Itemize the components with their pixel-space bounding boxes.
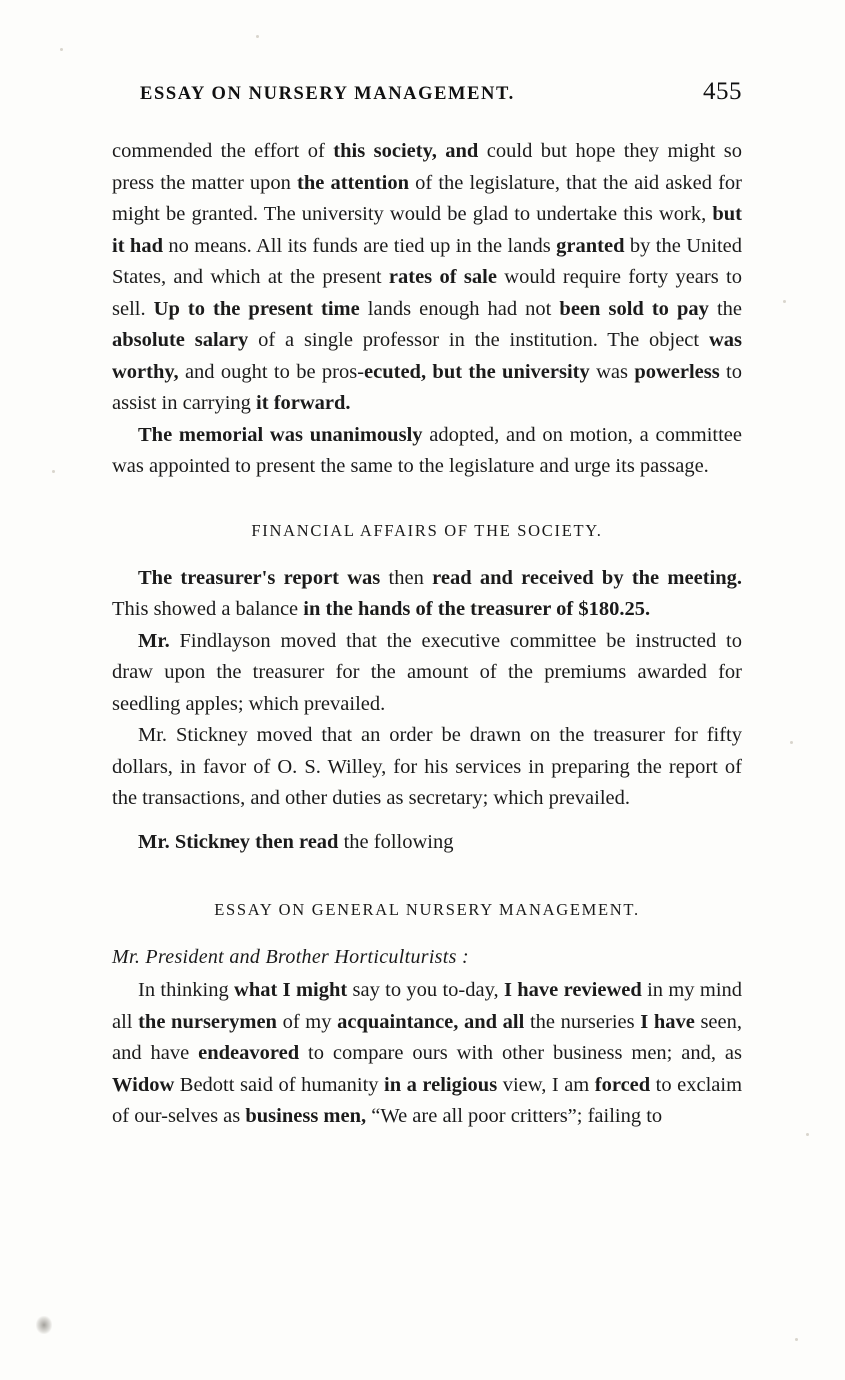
- text-run: committee was appointed to present the same to the legislature and urge its passage.: [112, 423, 742, 477]
- text-run-bold: it forward.: [256, 392, 351, 414]
- text-run: Bedott said of humanity: [174, 1073, 385, 1096]
- text-run-bold: endeavored: [198, 1042, 300, 1064]
- text-run: the: [708, 297, 743, 320]
- paragraph-essay-opening: [112, 975, 742, 1133]
- text-run: could but hope they might so press the matter upon: [112, 140, 743, 194]
- paper-speck: [795, 1338, 798, 1341]
- text-run: This showed a balance: [112, 598, 304, 620]
- text-run-bold: Mr.: [138, 629, 170, 652]
- text-run: seen, and have: [112, 1010, 742, 1064]
- page-content: [112, 78, 742, 1133]
- text-run-bold: Mr. Stickn̵ey then read: [138, 830, 339, 853]
- text-run-bold: been sold to pay: [559, 297, 709, 320]
- text-run-bold: was worthy,: [112, 329, 742, 383]
- text-run: The university would be glad to undertake this work,: [258, 203, 713, 225]
- text-run: of a single professor in the institution. The object: [248, 329, 709, 351]
- text-run: by the United States, and which at the present: [112, 234, 742, 288]
- text-run: in my mind all: [112, 979, 743, 1033]
- text-run: and ought to be pros-: [178, 360, 365, 383]
- paper-speck: [256, 35, 259, 38]
- text-run-bold: ecuted, but the university: [364, 360, 590, 383]
- paragraph-continued: [112, 136, 742, 420]
- text-run: Findlayson moved that the executive committee be instructed to draw upon the treasurer for the amount of the premiums awarded for seedling apples; which prevailed.: [112, 629, 742, 715]
- text-run: no means. All its funds are tied up in the lands: [162, 234, 557, 257]
- paper-speck: [806, 1133, 809, 1136]
- text-run: view, I am: [497, 1073, 595, 1096]
- text-run: “We are all poor critters”; failing to: [366, 1105, 663, 1127]
- page-number: 455: [703, 78, 742, 105]
- text-run-bold: The treasurer's report was: [138, 566, 381, 589]
- text-run: would require forty years to sell.: [112, 266, 742, 320]
- text-run: say to you to-day,: [347, 979, 504, 1001]
- paper-speck: [783, 300, 786, 303]
- text-run-bold: this society, and: [333, 140, 479, 162]
- text-run-bold: the nurserymen: [138, 1010, 277, 1033]
- text-run-bold: in the hands of the treasurer of $180.25.: [303, 598, 651, 620]
- text-run-bold: powerless: [634, 360, 720, 383]
- text-run-bold: granted: [556, 234, 625, 257]
- paper-speck: [52, 470, 55, 473]
- text-run-bold: I have: [640, 1010, 695, 1033]
- text-run-bold: Up to the present time: [145, 297, 360, 320]
- section-heading-financial: FINANCIAL AFFAIRS OF THE SOCIETY.: [251, 520, 603, 540]
- text-run: the nurseries: [524, 1010, 641, 1033]
- paragraph-memorial: [112, 420, 742, 483]
- paragraph-findlayson: [112, 626, 742, 721]
- text-run-bold: forced: [594, 1073, 651, 1096]
- text-run-bold: Widow: [112, 1073, 175, 1096]
- text-run: commended the effort of: [112, 140, 334, 162]
- text-run: In thinking: [138, 979, 235, 1001]
- text-run-bold: in a religious: [384, 1073, 498, 1096]
- text-run-bold: read and received by the meeting.: [432, 566, 742, 589]
- paper-speck: [790, 741, 793, 744]
- text-run-bold: rates of sale: [388, 266, 497, 288]
- text-run: the following: [338, 830, 454, 853]
- text-run-bold: the attention: [297, 171, 410, 194]
- text-run: to compare ours with other business men; and, as: [299, 1042, 743, 1064]
- text-run: of the legislature, that the aid asked for might be granted.: [112, 171, 742, 225]
- page-header: [112, 78, 742, 106]
- text-run-bold: The memorial was unanimously: [138, 423, 423, 446]
- text-run: of my: [276, 1010, 338, 1033]
- paper-speck: [60, 48, 63, 51]
- page-smudge: [36, 1316, 52, 1334]
- text-run: lands enough had not: [359, 297, 560, 320]
- salutation: Mr. President and Brother Horticulturists :: [112, 946, 469, 968]
- text-run: to exclaim of our-selves as: [112, 1073, 743, 1127]
- text-run-bold: acquaintance, and all: [337, 1010, 525, 1033]
- paragraph-stickney-read: [112, 827, 742, 859]
- text-run-bold: absolute salary: [112, 329, 249, 351]
- text-run: was: [589, 360, 635, 383]
- text-run: then: [380, 566, 433, 589]
- paragraph-stickney-order: Mr. Stickney moved that an order be drawn on the treasurer for fifty dollars, in favor of O. S. Willey, for his services in preparing the report of the transactions, and other duties as secretary; which prevailed.: [112, 724, 742, 809]
- paragraph-treasurer-report: [112, 563, 742, 626]
- section-heading-essay: ESSAY ON GENERAL NURSERY MANAGEMENT.: [214, 900, 640, 919]
- text-run: to assist in carrying: [112, 360, 742, 414]
- text-run-bold: business men,: [245, 1105, 367, 1127]
- text-run-bold: what I might: [234, 979, 348, 1001]
- text-run: adopted, and on motion, a: [422, 423, 656, 446]
- running-head: ESSAY ON NURSERY MANAGEMENT.: [140, 84, 515, 104]
- text-run-bold: I have reviewed: [503, 979, 642, 1001]
- text-run-bold: but it had: [112, 203, 742, 257]
